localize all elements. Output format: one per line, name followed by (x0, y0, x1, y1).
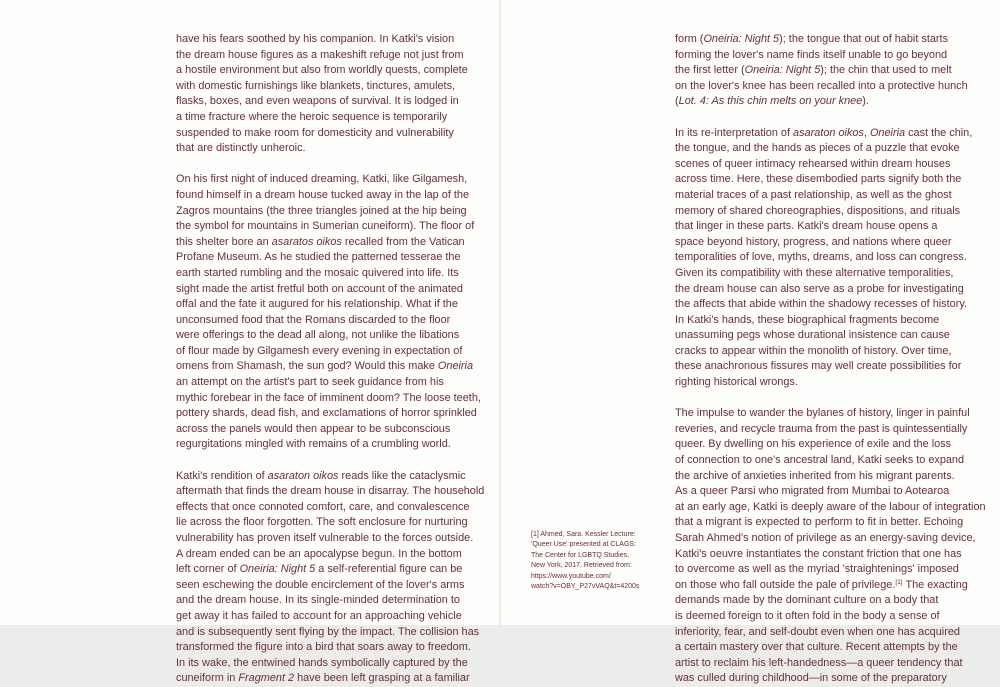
text-line: cuneiform in Fragment 2 have been left grasping at a familiar (176, 672, 470, 685)
paragraph (176, 469, 492, 687)
text-line: the dream house figures as a makeshift refuge not just from (176, 48, 464, 61)
right-page (501, 0, 1000, 685)
text-line: Sarah Ahmed's notion of privilege as an energy-saving device, (675, 532, 976, 544)
text-line: unassuming pegs whose durational insistence can cause (675, 329, 950, 342)
text-line: the first letter (Oneiria: Night 5); the chin that used to melt (675, 64, 952, 77)
left-body-text (176, 32, 492, 687)
text-line: that are distinctly unheroic. (176, 142, 306, 155)
text-line: omens from Shamash, the sun god? Would this make Oneiria (176, 360, 474, 373)
text-line: transformed the figure into a bird that soars away to freedom. (176, 641, 471, 654)
text-line: lie across the floor forgotten. The soft enclosure for nurturing (176, 516, 468, 529)
footnote-line: watch?v=OBY_P27vVAQ&t=4200s (531, 583, 640, 591)
paragraph (176, 32, 492, 157)
text-line: vulnerability has proven itself vulnerable to the forces outside. (176, 532, 474, 544)
text-line: have his fears soothed by his companion. In Katki's vision (176, 33, 455, 45)
text-line: sight made the artist fretful both on account of the animated (176, 282, 463, 295)
footnote-reference: [1] (895, 578, 903, 586)
text-line: In Katki's hands, these biographical fragments become (675, 313, 940, 326)
text-line: a time fracture where the heroic sequence is temporarily (176, 110, 448, 123)
text-line: the archive of anxieties inherited from his migrant parents. (675, 469, 955, 482)
text-line: at an early age, Katki is deeply aware of the labour of integration (675, 500, 986, 513)
text-line: earth started rumbling and the mosaic quivered into life. Its (176, 266, 459, 279)
text-line: (Lot. 4: As this chin melts on your knee). (675, 95, 869, 108)
text-line: the tongue, and the hands as pieces of a puzzle that evoke (675, 142, 960, 155)
text-line: space beyond history, progress, and nations where queer (675, 235, 952, 248)
text-line: A dream ended can be an apocalypse begun. In the bottom (176, 547, 462, 560)
footnote-line: [1] Ahmed, Sara. Kessler Lecture: (531, 531, 636, 538)
paragraph (675, 32, 987, 110)
text-line: righting historical wrongs. (675, 376, 798, 389)
text-line: the dream house can also serve as a probe for investigating (675, 282, 964, 295)
text-line: left corner of Oneiria: Night 5 a self-referential figure can be (176, 563, 463, 576)
text-line: cracks to appear within the monolith of history. Over time, (675, 344, 952, 357)
text-line: The impulse to wander the bylanes of history, linger in painful (675, 407, 970, 420)
text-line: of connection to one's ancestral land, Katki seeks to expand (675, 454, 965, 467)
footnote-line: New York, 2017. Retrieved from: (531, 562, 632, 570)
text-line: flasks, boxes, and even weapons of survival. It is lodged in (176, 95, 459, 108)
text-line: seen eschewing the double encirclement of the lover's arms (176, 578, 465, 591)
text-line: material traces of a past relationship, as well as the ghost (675, 188, 952, 201)
text-line: found himself in a dream house tucked away in the lap of the (176, 188, 470, 201)
text-line: regurgitations mingled with remains of a crumbling world. (176, 438, 451, 451)
text-line: offal and the fate it augured for his relationship. What if the (176, 298, 458, 311)
text-line: artist to reclaim his left-handedness—a queer tendency that (675, 656, 963, 669)
left-page (0, 0, 499, 685)
text-line: aftermath that finds the dream house in disarray. The household (176, 485, 485, 498)
text-line: Profane Museum. As he studied the patterned tesserae the (176, 251, 461, 264)
text-line: of flour made by Gilgamesh every evening in expectation of (176, 344, 463, 357)
text-line: form (Oneiria: Night 5); the tongue that out of habit starts (675, 33, 949, 45)
footnote-line: https://www.youtube.com/ (531, 572, 611, 580)
text-line: with domestic furnishings like blankets, tinctures, amulets, (176, 79, 456, 92)
text-line: In its re-interpretation of asaraton oikos, Oneiria cast the chin, (675, 126, 973, 139)
paragraph (675, 406, 987, 687)
paragraph (675, 126, 987, 391)
text-line: get away it has failed to account for an approaching vehicle (176, 609, 462, 622)
text-line: effects that once connoted comfort, care, and convalescence (176, 500, 470, 513)
text-line: and the dream house. In its single-minded determination to (176, 594, 460, 607)
text-line: memory of shared choreographies, dispositions, and rituals (675, 204, 961, 217)
footnote (531, 530, 661, 592)
text-line: mythic forebear in the face of imminent doom? The loose teeth, (176, 391, 481, 404)
text-line: and is subsequently sent flying by the impact. The collision has (176, 625, 480, 638)
text-line: an attempt on the artist's part to seek guidance from his (176, 376, 444, 389)
text-line: inferiority, fear, and self-doubt even when one has acquired (675, 625, 960, 638)
text-line: pottery shards, dead fish, and exclamations of horror sprinkled (176, 407, 477, 420)
text-line: Katki's oeuvre instantiates the constant friction that one has (675, 547, 962, 560)
text-line: temporalities of love, myths, dreams, and loss can congress. (675, 251, 967, 264)
text-line: unconsumed food that the Romans discarded to the floor (176, 313, 451, 326)
text-line: demands made by the dominant culture on a body that (675, 594, 939, 607)
text-line: forming the lover's name finds itself unable to go beyond (675, 48, 948, 61)
paragraph (176, 172, 492, 453)
text-line: on the lover's knee has been recalled into a protective hunch (675, 79, 968, 92)
text-line: scenes of queer intimacy rehearsed within dream houses (675, 157, 951, 170)
footnote-line: The Center for LGBTQ Studies, (531, 551, 630, 559)
text-line: a certain mastery over that culture. Recent attempts by the (675, 641, 958, 654)
text-line: Given its compatibility with these alternative temporalities, (675, 266, 954, 279)
text-line: across time. Here, these disembodied parts signify both the (675, 173, 962, 186)
text-line: that linger in these parts. Katki's dream house opens a (675, 220, 938, 233)
text-line: this shelter bore an asaratos oikos recalled from the Vatican (176, 235, 465, 248)
text-line: these anachronous fissures may well create possibilities for (675, 360, 962, 373)
text-line: Zagros mountains (the three triangles joined at the hip being (176, 204, 467, 217)
text-line: the symbol for mountains in Sumerian cuneiform). The floor of (176, 220, 475, 233)
text-line: across the panels would then appear to be subconscious (176, 422, 451, 435)
text-line: is deemed foreign to it often fold in the body a sense of (675, 609, 940, 622)
text-line: a hostile environment but also from worldly quests, complete (176, 64, 468, 77)
text-line: As a queer Parsi who migrated from Mumbai to Aotearoa (675, 485, 950, 498)
text-line: suspended to make room for domesticity and vulnerability (176, 126, 454, 139)
text-line: Katki's rendition of asaraton oikos reads like the cataclysmic (176, 469, 466, 482)
text-line: In its wake, the entwined hands symbolically captured by the (176, 656, 468, 669)
text-line: that a migrant is expected to perform to fit in better. Echoing (675, 516, 964, 529)
text-line: queer. By dwelling on his experience of exile and the loss (675, 438, 952, 451)
text-line: was culled during childhood—in some of the preparatory (675, 672, 947, 685)
footnote-line: 'Queer Use' presented at CLAGS: (531, 541, 637, 549)
text-line: to overcome as well as the myriad 'straightenings' imposed (675, 563, 959, 576)
text-line: were offerings to the dead all along, not unlike the libations (176, 329, 460, 342)
text-line: On his first night of induced dreaming, Katki, like Gilgamesh, (176, 173, 468, 186)
text-line: the affects that abide within the shadowy recesses of history. (675, 298, 967, 311)
text-line-with-footnote-ref: on those who fall outside the pale of privilege.[1] The exacting (675, 578, 968, 591)
right-body-text (675, 32, 987, 687)
text-line: reveries, and recycle trauma from the past is quintessentially (675, 422, 968, 435)
